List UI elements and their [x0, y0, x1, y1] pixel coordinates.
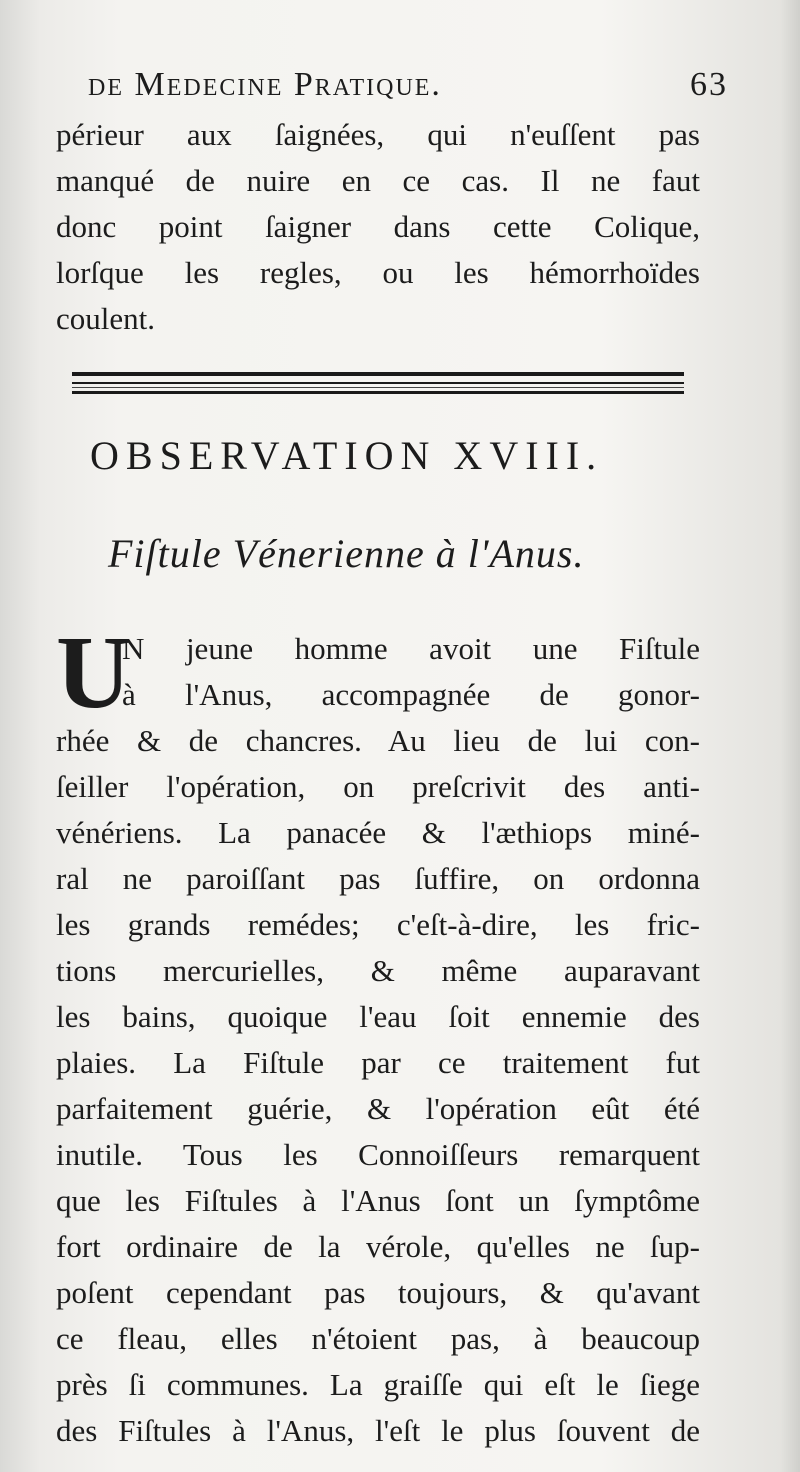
text-line: N jeune homme avoit une Fiſtule	[122, 631, 700, 666]
text-line: lorſque les regles, ou les hémorrhoïdes	[56, 255, 700, 290]
text-line: inutile. Tous les Connoiſſeurs remarquent	[56, 1137, 700, 1172]
text-line: ral ne paroiſſant pas ſuffire, on ordonna	[56, 861, 700, 896]
text-line: près ſi communes. La graiſſe qui eſt le ſiege	[56, 1367, 700, 1402]
text-line: donc point ſaigner dans cette Colique,	[56, 209, 700, 244]
text-line: des Fiſtules à l'Anus, l'eſt le plus ſouvent de	[56, 1413, 700, 1448]
text-line: que les Fiſtules à l'Anus ſont un ſymptôme	[56, 1183, 700, 1218]
text-line: les bains, quoique l'eau ſoit ennemie des	[56, 999, 700, 1034]
text-line: parfaitement guérie, & l'opération eût été	[56, 1091, 700, 1126]
running-head	[88, 66, 728, 104]
text-line: ce fleau, elles n'étoient pas, à beaucoup	[56, 1321, 700, 1356]
text-line: à l'Anus, accompagnée de gonor-	[122, 677, 700, 712]
text-line: les grands remédes; c'eſt-à-dire, les fric-	[56, 907, 700, 942]
observation-heading: OBSERVATION XVIII.	[90, 433, 604, 478]
text-line: coulent.	[56, 301, 155, 336]
text-line: poſent cependant pas toujours, & qu'avant	[56, 1275, 700, 1310]
text-line: périeur aux ſaignées, qui n'euſſent pas	[56, 117, 700, 152]
running-head-title: de Medecine Pratique.	[88, 66, 442, 103]
continued-paragraph	[56, 112, 700, 342]
section-divider-rule	[72, 372, 684, 394]
text-line: tions mercurielles, & même auparavant	[56, 953, 700, 988]
text-line: rhée & de chancres. Au lieu de lui con-	[56, 723, 700, 758]
text-line: manqué de nuire en ce cas. Il ne faut	[56, 163, 700, 198]
observation-subtitle: Fiſtule Vénerienne à l'Anus.	[108, 531, 585, 576]
text-line: vénériens. La panacée & l'æthiops miné-	[56, 815, 700, 850]
text-line: fort ordinaire de la vérole, qu'elles ne ſup-	[56, 1229, 700, 1264]
observation-paragraph	[56, 615, 700, 1454]
text-line: plaies. La Fiſtule par ce traitement fut	[56, 1045, 700, 1080]
page-number: 63	[690, 66, 728, 103]
drop-cap: U	[56, 615, 132, 730]
text-line: ſeiller l'opération, on preſcrivit des anti-	[56, 769, 700, 804]
